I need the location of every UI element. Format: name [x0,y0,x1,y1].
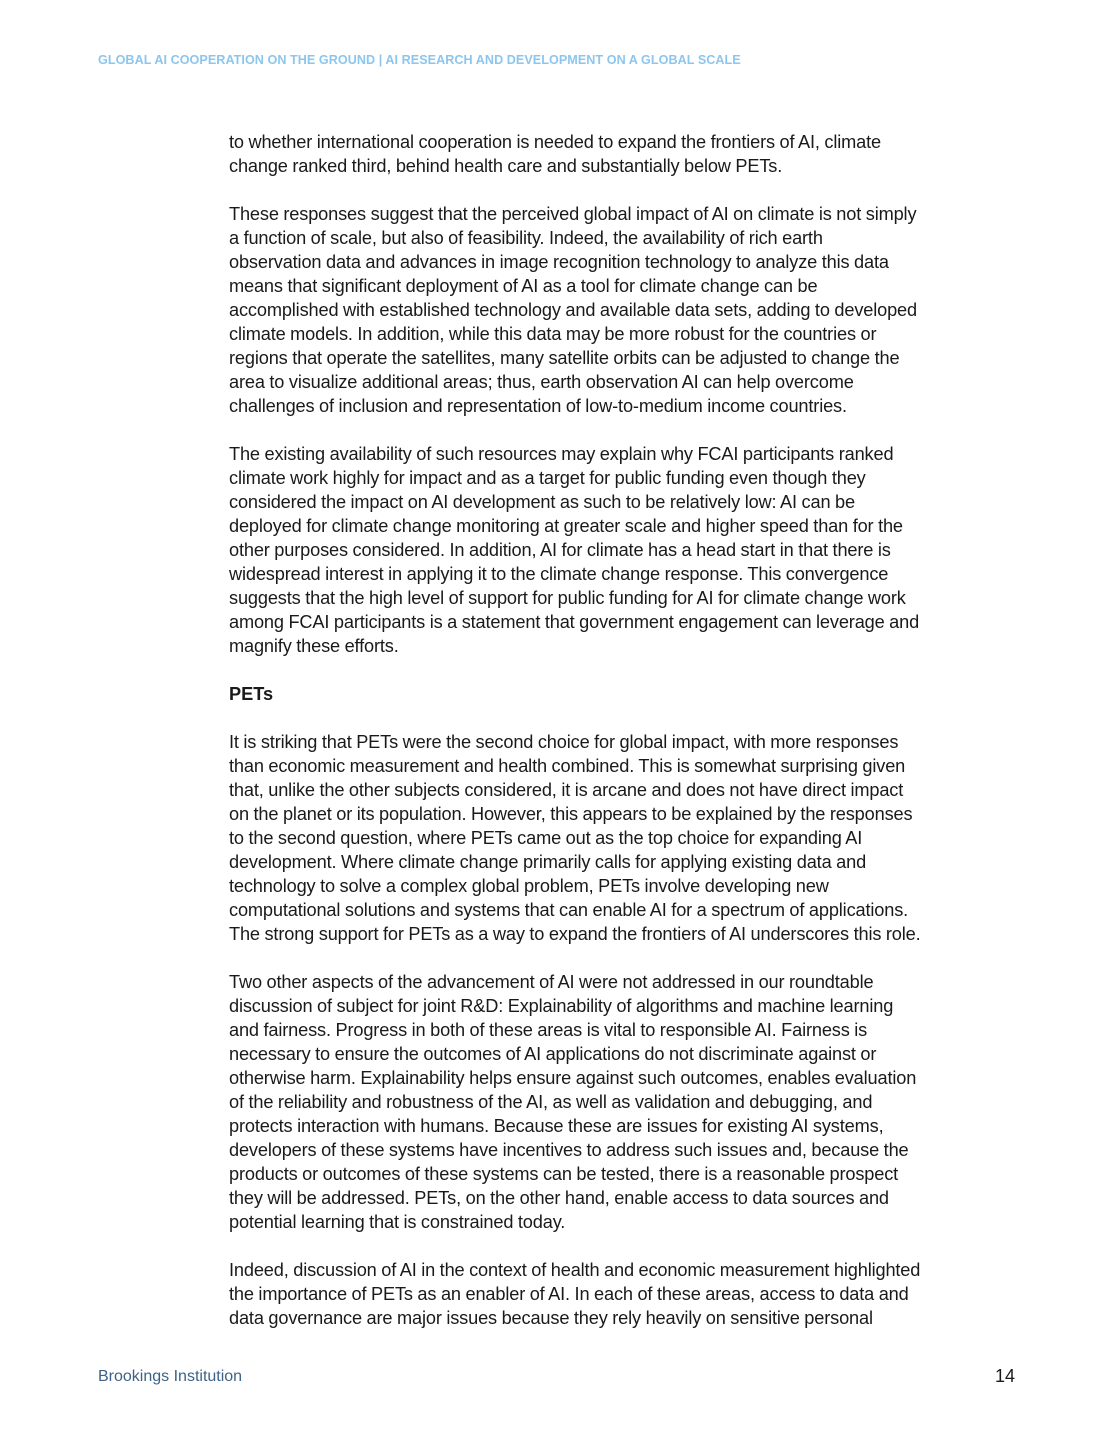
text-line: regions that operate the satellites, many satellite orbits can be adjusted to change the [229,348,900,368]
text-line: means that significant deployment of AI as a tool for climate change can be [229,276,818,296]
text-line: the importance of PETs as an enabler of AI. In each of these areas, access to data and [229,1284,909,1304]
text-line: climate work highly for impact and as a target for public funding even though they [229,468,866,488]
text-line: deployed for climate change monitoring at greater scale and higher speed than for the [229,516,903,536]
text-line: suggests that the high level of support for public funding for AI for climate change work [229,588,906,608]
text-line: widespread interest in applying it to the climate change response. This convergence [229,564,889,584]
text-line: other purposes considered. In addition, AI for climate has a head start in that there is [229,540,891,560]
paragraph-other-aspects [229,970,1019,1234]
text-line: Indeed, discussion of AI in the context of health and economic measurement highlighted [229,1260,921,1280]
text-line: computational solutions and systems that can enable AI for a spectrum of applications. [229,900,909,920]
text-line: discussion of subject for joint R&D: Explainability of algorithms and machine learning [229,996,894,1016]
page-number: 14 [994,1366,1015,1386]
text-line: area to visualize additional areas; thus, earth observation AI can help overcome [229,372,854,392]
paragraph-climate-ranking [229,130,1019,178]
text-line: products or outcomes of these systems can be tested, there is a reasonable prospect [229,1164,899,1184]
text-line: challenges of inclusion and representation of low-to-medium income countries. [229,396,847,416]
text-line: developers of these systems have incentives to address such issues and, because the [229,1140,909,1160]
text-line: necessary to ensure the outcomes of AI applications do not discriminate against or [229,1044,877,1064]
running-header: GLOBAL AI COOPERATION ON THE GROUND | AI RESEARCH AND DEVELOPMENT ON A GLOBAL SCALE [98,53,741,67]
section-heading-pets: PETs [229,684,274,704]
paragraph-feasibility [229,202,1019,418]
body-content [229,130,1019,1354]
text-line: development. Where climate change primarily calls for applying existing data and [229,852,867,872]
paragraph-pets-striking [229,730,1019,946]
text-line: and fairness. Progress in both of these areas is vital to responsible AI. Fairness is [229,1020,868,1040]
text-line: The strong support for PETs as a way to expand the frontiers of AI underscores this role. [229,924,921,944]
text-line: on the planet or its population. However, this appears to be explained by the responses [229,804,913,824]
text-line: It is striking that PETs were the second choice for global impact, with more responses [229,732,899,752]
text-line: accomplished with established technology and available data sets, adding to developed [229,300,917,320]
paragraph-resources [229,442,1019,658]
footer-publisher: Brookings Institution [98,1368,243,1385]
text-line: These responses suggest that the perceived global impact of AI on climate is not simply [229,204,917,224]
text-line: to the second question, where PETs came out as the top choice for expanding AI [229,828,863,848]
text-line: technology to solve a complex global problem, PETs involve developing new [229,876,829,896]
text-line: The existing availability of such resources may explain why FCAI participants ranked [229,444,894,464]
text-line: than economic measurement and health combined. This is somewhat surprising given [229,756,906,776]
text-line: change ranked third, behind health care and substantially below PETs. [229,156,783,176]
text-line: data governance are major issues because they rely heavily on sensitive personal [229,1308,873,1328]
text-line: of the reliability and robustness of the AI, as well as validation and debugging, and [229,1092,873,1112]
text-line: they will be addressed. PETs, on the other hand, enable access to data sources and [229,1188,889,1208]
text-line: considered the impact on AI development as such to be relatively low: AI can be [229,492,855,512]
text-line: Two other aspects of the advancement of AI were not addressed in our roundtable [229,972,874,992]
text-line: observation data and advances in image recognition technology to analyze this data [229,252,889,272]
text-line: a function of scale, but also of feasibility. Indeed, the availability of rich earth [229,228,823,248]
text-line: among FCAI participants is a statement that government engagement can leverage and [229,612,920,632]
text-line: otherwise harm. Explainability helps ensure against such outcomes, enables evaluation [229,1068,917,1088]
text-line: magnify these efforts. [229,636,399,656]
text-line: protects interaction with humans. Because these are issues for existing AI systems, [229,1116,884,1136]
paragraph-health-economic [229,1258,1019,1330]
text-line: potential learning that is constrained today. [229,1212,566,1232]
text-line: that, unlike the other subjects considered, it is arcane and does not have direct impact [229,780,904,800]
text-line: climate models. In addition, while this data may be more robust for the countries or [229,324,877,344]
text-line: to whether international cooperation is needed to expand the frontiers of AI, climate [229,132,881,152]
